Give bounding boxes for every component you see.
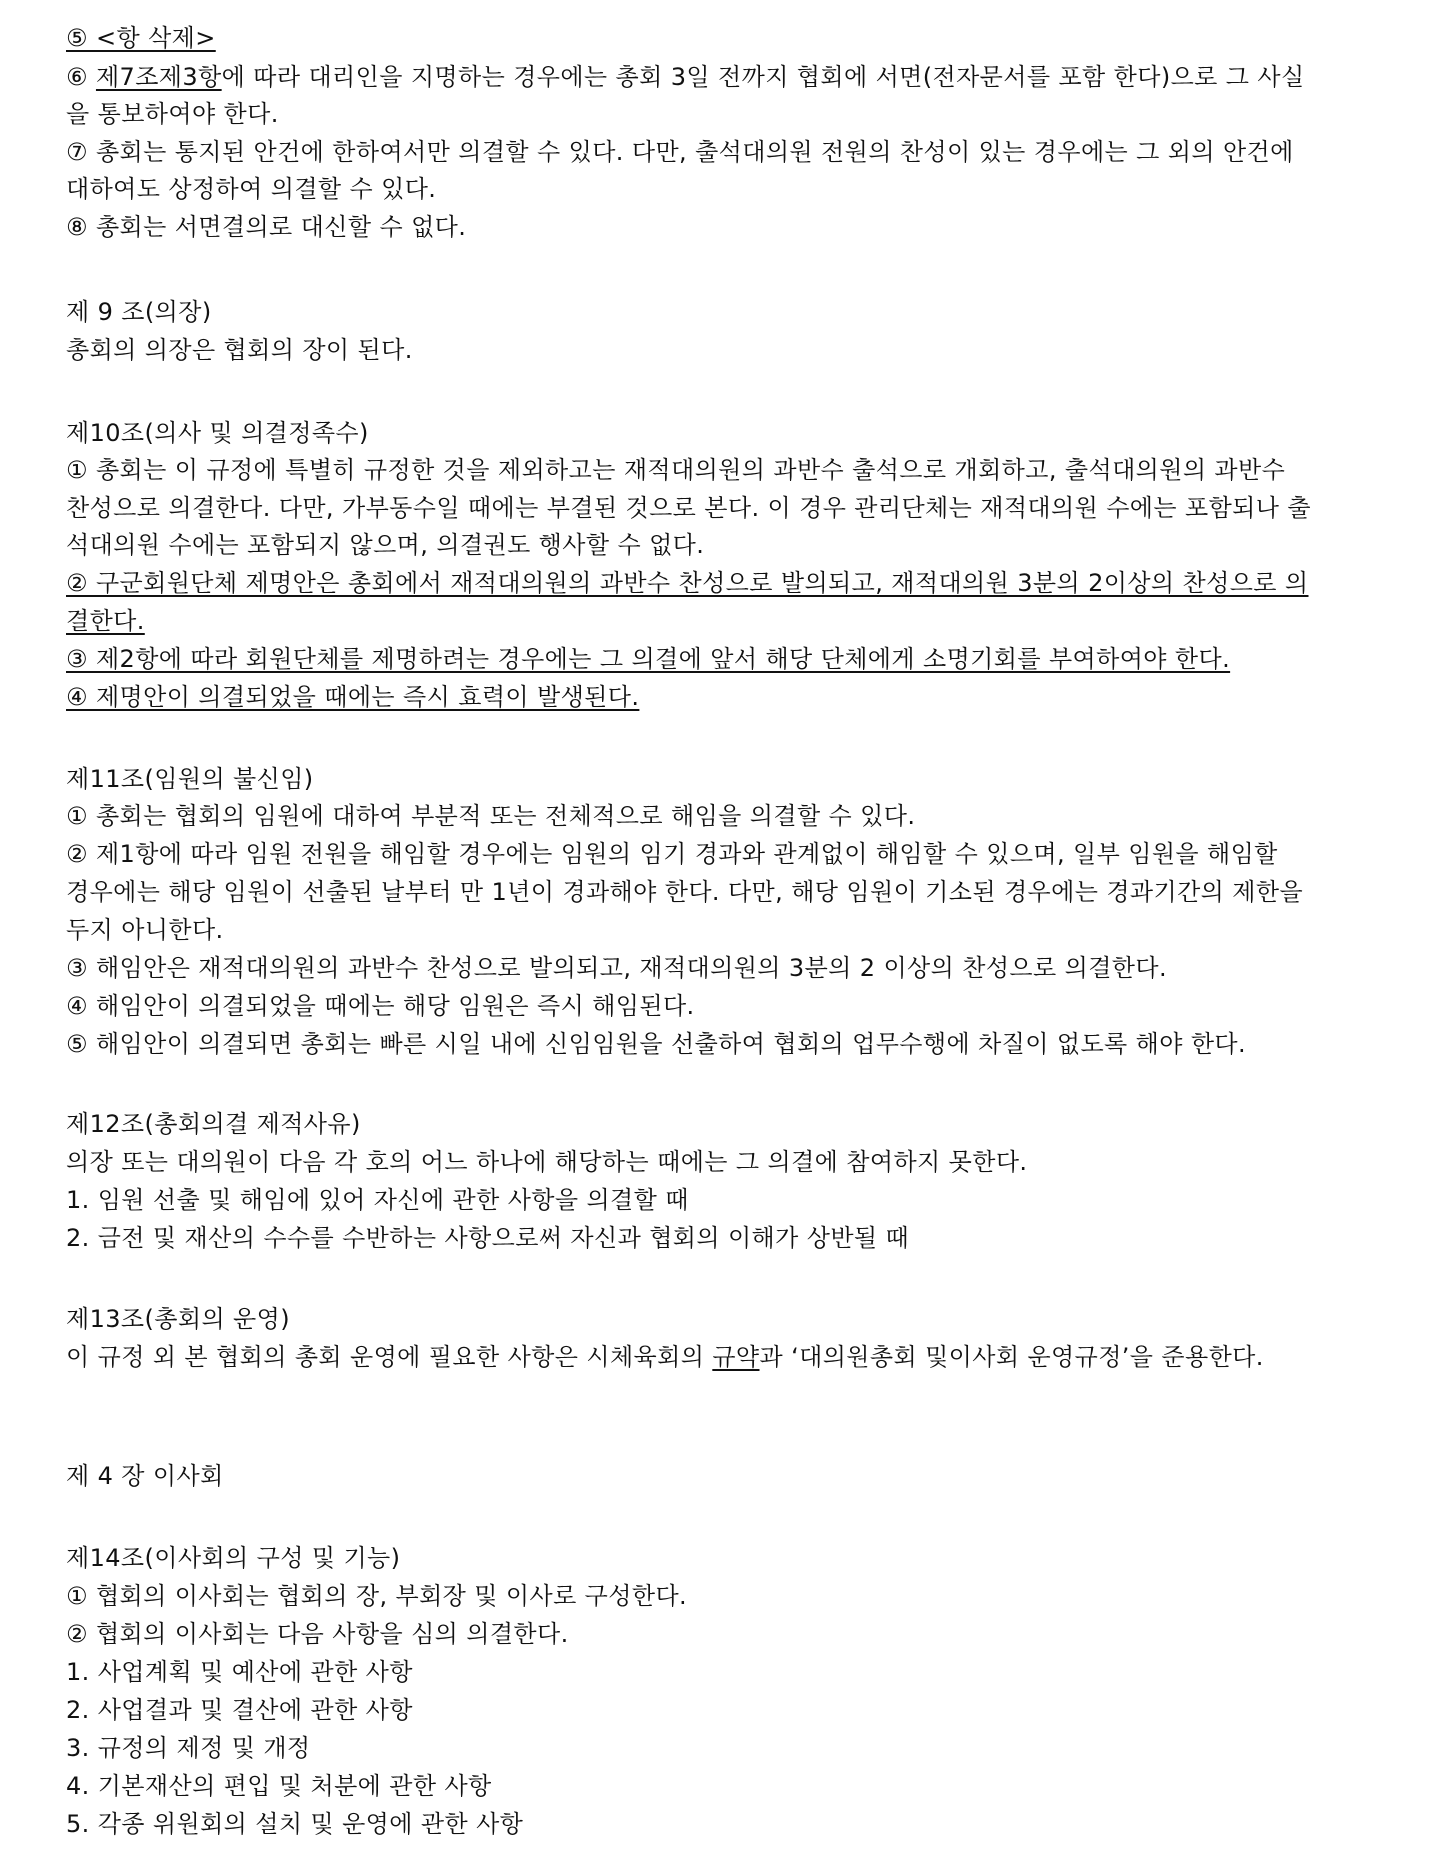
text-line: ① 총회는 이 규정에 특별히 규정한 것을 제외하고는 재적대의원의 과반수 출석으로 개회하고, 출석대의원의 과반수 <box>66 456 1286 484</box>
text-line: 2. 금전 및 재산의 수수를 수반하는 사항으로써 자신과 협회의 이해가 상반될 때 <box>66 1224 910 1252</box>
article-heading: 제10조(의사 및 의결정족수) <box>66 419 369 447</box>
text-line: ⑦ 총회는 통지된 안건에 한하여서만 의결할 수 있다. 다만, 출석대의원 전원의 찬성이 있는 경우에는 그 외의 안건에 <box>66 138 1294 166</box>
underlined-term: 규약 <box>712 1343 760 1371</box>
text-line: 을 통보하여야 한다. <box>66 100 279 128</box>
clause-item-deleted <box>66 22 216 54</box>
text-line: ⑤ 해임안이 의결되면 총회는 빠른 시일 내에 신임임원을 선출하여 협회의 업무수행에 차질이 없도록 해야 한다. <box>66 1030 1247 1058</box>
text-line <box>66 1341 1264 1373</box>
article-heading: 제11조(임원의 불신임) <box>66 765 314 793</box>
text-line: 경우에는 해당 임원이 선출된 날부터 만 1년이 경과해야 한다. 다만, 해당 임원이 기소된 경우에는 경과기간의 제한을 <box>66 878 1304 906</box>
item-number: ⑥ <box>66 63 96 91</box>
text-line: ① 협회의 이사회는 협회의 장, 부회장 및 이사로 구성한다. <box>66 1582 688 1610</box>
list-item: 2. 사업결과 및 결산에 관한 사항 <box>66 1696 413 1724</box>
amended-text-line: ④ 제명안이 의결되었을 때에는 즉시 효력이 발생된다. <box>66 683 640 711</box>
amended-text-line: ③ 제2항에 따라 회원단체를 제명하려는 경우에는 그 의결에 앞서 해당 단체에게 소명기회를 부여하여야 한다. <box>66 645 1231 673</box>
amended-text-line: ② 구군회원단체 제명안은 총회에서 재적대의원의 과반수 찬성으로 발의되고, 재적대의원 3분의 2이상의 찬성으로 의 <box>66 569 1309 597</box>
text-line: 의장 또는 대의원이 다음 각 호의 어느 하나에 해당하는 때에는 그 의결에 참여하지 못한다. <box>66 1148 1028 1176</box>
text-line: 석대의원 수에는 포함되지 않으며, 의결권도 행사할 수 없다. <box>66 531 705 559</box>
text-line: ② 제1항에 따라 임원 전원을 해임할 경우에는 임원의 임기 경과와 관계없이 해임할 수 있으며, 일부 임원을 해임할 <box>66 840 1278 868</box>
deleted-clause-text: ⑤ <항 삭제> <box>66 24 216 52</box>
text-line: 대하여도 상정하여 의결할 수 있다. <box>66 175 437 203</box>
text-line: ② 협회의 이사회는 다음 사항을 심의 의결한다. <box>66 1620 569 1648</box>
article-reference: 제7조제3항 <box>95 63 222 91</box>
amended-text-line: 결한다. <box>66 607 145 635</box>
list-item: 4. 기본재산의 편입 및 처분에 관한 사항 <box>66 1772 492 1800</box>
article-heading: 제13조(총회의 운영) <box>66 1305 290 1333</box>
text-segment: 과 ‘대의원총회 및이사회 운영규정’을 준용한다. <box>759 1343 1264 1371</box>
text-line: 1. 임원 선출 및 해임에 있어 자신에 관한 사항을 의결할 때 <box>66 1186 689 1214</box>
chapter-heading: 제 4 장 이사회 <box>66 1462 224 1490</box>
list-item: 3. 규정의 제정 및 개정 <box>66 1734 311 1762</box>
text-segment: 이 규정 외 본 협회의 총회 운영에 필요한 사항은 시체육회의 <box>66 1343 713 1371</box>
article-heading: 제14조(이사회의 구성 및 기능) <box>66 1544 401 1572</box>
list-item: 5. 각종 위원회의 설치 및 운영에 관한 사항 <box>66 1810 524 1838</box>
list-item: 1. 사업계획 및 예산에 관한 사항 <box>66 1658 413 1686</box>
text-line: ④ 해임안이 의결되었을 때에는 해당 임원은 즉시 해임된다. <box>66 992 695 1020</box>
text-line: ③ 해임안은 재적대의원의 과반수 찬성으로 발의되고, 재적대의원의 3분의 2 이상의 찬성으로 의결한다. <box>66 954 1167 982</box>
text-line: ⑧ 총회는 서면결의로 대신할 수 없다. <box>66 213 467 241</box>
article-heading: 제12조(총회의결 제적사유) <box>66 1110 361 1138</box>
text-line: 에 따라 대리인을 지명하는 경우에는 총회 3일 전까지 협회에 서면(전자문서를 포함 한다)으로 그 사실 <box>221 63 1305 91</box>
text-line: 두지 아니한다. <box>66 916 224 944</box>
text-line: 총회의 의장은 협회의 장이 된다. <box>66 336 413 364</box>
text-line: ① 총회는 협회의 임원에 대하여 부분적 또는 전체적으로 해임을 의결할 수 있다. <box>66 802 916 830</box>
clause-item-proxy <box>66 61 1305 93</box>
article-heading: 제 9 조(의장) <box>66 298 212 326</box>
text-line: 찬성으로 의결한다. 다만, 가부동수일 때에는 부결된 것으로 본다. 이 경우 관리단체는 재적대의원 수에는 포함되나 출 <box>66 494 1311 522</box>
